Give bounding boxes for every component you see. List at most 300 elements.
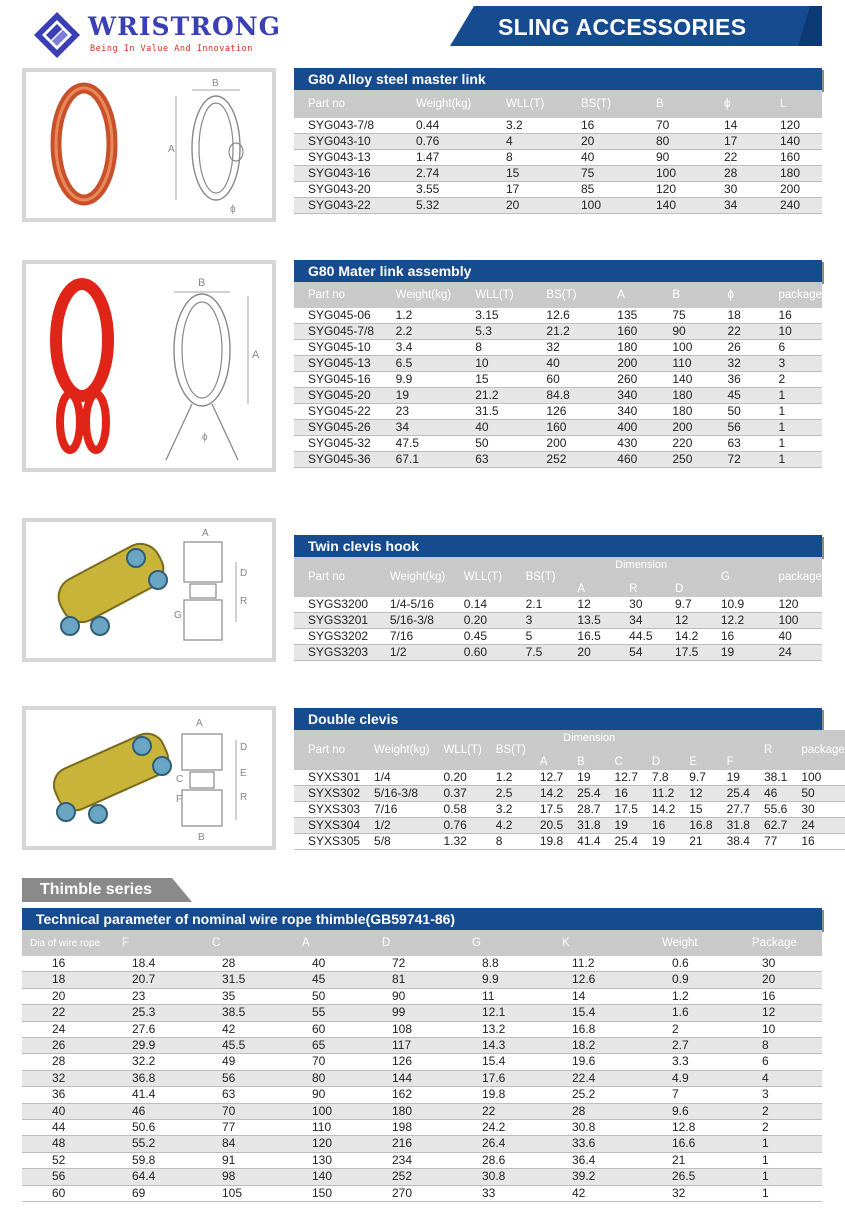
table-cell: SYG045-26 [294, 420, 382, 436]
table-cell: 9.6 [642, 1103, 732, 1119]
table-row [294, 802, 845, 818]
spec-table [22, 930, 822, 1202]
table-cell: 12 [732, 1005, 822, 1021]
table-row [294, 597, 822, 613]
table-cell: 16 [601, 786, 638, 802]
table-cell: 27.7 [713, 802, 750, 818]
table-cell: 18 [713, 308, 764, 324]
table-cell: SYG045-36 [294, 452, 382, 468]
twin-clevis-hook-image [22, 518, 276, 662]
table-cell: 180 [603, 340, 658, 356]
table-cell: 270 [362, 1185, 452, 1201]
table-cell: 2 [642, 1021, 732, 1037]
table-cell: 32 [642, 1185, 732, 1201]
table-cell: 12.6 [532, 308, 603, 324]
table-row [294, 356, 822, 372]
table-cell: SYG043-22 [294, 198, 402, 214]
table-row [22, 988, 822, 1004]
table-cell: SYXS301 [294, 770, 360, 786]
table-cell: 41.4 [563, 834, 600, 850]
table-cell: 99 [362, 1005, 452, 1021]
table-cell: 4.2 [482, 818, 526, 834]
table-cell: 21.2 [532, 324, 603, 340]
table-cell: 24 [787, 818, 844, 834]
table-cell: 70 [192, 1103, 282, 1119]
table-cell: 72 [362, 956, 452, 972]
table-cell: SYG045-16 [294, 372, 382, 388]
table-cell: 12 [675, 786, 712, 802]
table-cell: 4 [492, 134, 567, 150]
table-cell: 77 [192, 1120, 282, 1136]
table-cell: 21 [642, 1152, 732, 1168]
table-cell: 1 [764, 436, 822, 452]
dim-label-a: A [196, 718, 203, 729]
table-row [294, 645, 822, 661]
table-cell: 36 [713, 372, 764, 388]
column-header: Part no [294, 557, 376, 597]
table-cell: 120 [282, 1136, 362, 1152]
table-cell: 0.76 [402, 134, 492, 150]
table-cell: 120 [642, 182, 710, 198]
table-cell: 85 [567, 182, 642, 198]
table-cell: 18.2 [542, 1038, 642, 1054]
column-header-text: B [577, 756, 585, 768]
table-cell: 27.6 [102, 1021, 192, 1037]
table-row [22, 1136, 822, 1152]
table-cell: 2 [732, 1120, 822, 1136]
column-header: WLL(T) [492, 90, 567, 118]
column-header: Weight(kg) [376, 557, 450, 597]
column-header: D [661, 557, 707, 597]
table-cell: 1 [732, 1169, 822, 1185]
table-cell: 1 [764, 452, 822, 468]
table-cell: 50 [713, 404, 764, 420]
table-cell: 64.4 [102, 1169, 192, 1185]
spec-table [294, 282, 822, 468]
column-header: Weight(kg) [402, 90, 492, 118]
column-header: package [764, 282, 822, 308]
table-row [294, 629, 822, 645]
table-cell: 25.4 [713, 786, 750, 802]
table-cell: SYXS305 [294, 834, 360, 850]
table-row [294, 404, 822, 420]
column-header [563, 730, 616, 770]
table-cell: 220 [658, 436, 713, 452]
table-cell: 140 [642, 198, 710, 214]
section-title: G80 Mater link assembly [294, 260, 822, 282]
table-cell: 12.6 [542, 972, 642, 988]
table-cell: 45.5 [192, 1038, 282, 1054]
table-cell: 29.9 [102, 1038, 192, 1054]
table-row [22, 1070, 822, 1086]
table-cell: 15 [675, 802, 712, 818]
section-title: Double clevis [294, 708, 822, 730]
table-cell: 91 [192, 1152, 282, 1168]
column-header: K [542, 930, 642, 956]
table-cell: 19.8 [452, 1087, 542, 1103]
table-cell: 0.20 [429, 770, 481, 786]
table-cell: 55.2 [102, 1136, 192, 1152]
table-cell: 28 [192, 956, 282, 972]
table-cell: 1 [732, 1136, 822, 1152]
table-cell: 11 [452, 988, 542, 1004]
table-cell: 32.2 [102, 1054, 192, 1070]
table-cell: 9.7 [675, 770, 712, 786]
table-row [294, 340, 822, 356]
table-cell: 1 [732, 1152, 822, 1168]
table-cell: 1.2 [482, 770, 526, 786]
table-cell: 28.6 [452, 1152, 542, 1168]
table-cell: SYG043-13 [294, 150, 402, 166]
table-cell: 144 [362, 1070, 452, 1086]
table-cell: 24.2 [452, 1120, 542, 1136]
table-cell: 34 [615, 613, 661, 629]
table-cell: 18 [22, 972, 102, 988]
column-header-text: R [629, 583, 638, 595]
table-cell: 20 [22, 988, 102, 1004]
table-row [294, 388, 822, 404]
table-cell: SYG045-10 [294, 340, 382, 356]
double-clevis-table [294, 708, 845, 850]
table-cell: 20 [563, 645, 615, 661]
table-cell: SYG043-10 [294, 134, 402, 150]
table-row [294, 372, 822, 388]
column-header: F [713, 730, 750, 770]
table-cell: 17.6 [452, 1070, 542, 1086]
table-cell: 1 [764, 404, 822, 420]
table-cell: 48 [22, 1136, 102, 1152]
table-cell: 130 [282, 1152, 362, 1168]
table-cell: 30 [732, 956, 822, 972]
table-cell: 30 [787, 802, 844, 818]
table-cell: 100 [567, 198, 642, 214]
table-cell: 2.2 [382, 324, 462, 340]
table-cell: 4.9 [642, 1070, 732, 1086]
table-cell: 5/8 [360, 834, 429, 850]
table-cell: 460 [603, 452, 658, 468]
table-cell: 1 [764, 388, 822, 404]
table-cell: 180 [658, 388, 713, 404]
table-cell: 1/2 [360, 818, 429, 834]
table-cell: 80 [642, 134, 710, 150]
table-cell: 16 [638, 818, 675, 834]
table-cell: 200 [532, 436, 603, 452]
table-row [294, 324, 822, 340]
table-cell: 14.2 [526, 786, 563, 802]
table-cell: 100 [787, 770, 844, 786]
table-cell: 140 [766, 134, 822, 150]
table-row [22, 1103, 822, 1119]
table-cell: 19 [563, 770, 600, 786]
table-cell: 5.3 [461, 324, 532, 340]
column-header: Weight(kg) [360, 730, 429, 770]
column-header: Weight(kg) [382, 282, 462, 308]
table-cell: 17.5 [601, 802, 638, 818]
dim-label-g: G [174, 610, 182, 621]
table-cell: 90 [642, 150, 710, 166]
table-cell: 19.6 [542, 1054, 642, 1070]
table-cell: 36.4 [542, 1152, 642, 1168]
table-cell: 60 [282, 1021, 362, 1037]
table-cell: 19 [382, 388, 462, 404]
dim-label-d: D [240, 568, 248, 579]
master-link-table [294, 68, 822, 214]
table-cell: 40 [461, 420, 532, 436]
table-cell: 108 [362, 1021, 452, 1037]
dim-label-b: B [198, 277, 206, 289]
dim-label-a: A [168, 144, 175, 155]
table-cell: 14.3 [452, 1038, 542, 1054]
column-header: Part no [294, 282, 382, 308]
column-header: R [750, 730, 787, 770]
column-header: L [766, 90, 822, 118]
table-cell: 41.4 [102, 1087, 192, 1103]
column-header: G [452, 930, 542, 956]
table-row [294, 166, 822, 182]
table-cell: 56 [713, 420, 764, 436]
table-cell: 100 [658, 340, 713, 356]
table-cell: SYXS302 [294, 786, 360, 802]
column-header: Part no [294, 90, 402, 118]
table-row [294, 420, 822, 436]
table-cell: 54 [615, 645, 661, 661]
column-header: BS(T) [532, 282, 603, 308]
table-cell: 32 [532, 340, 603, 356]
banner-title: SLING ACCESSORIES [498, 14, 747, 40]
table-cell: SYXS304 [294, 818, 360, 834]
column-header: WLL(T) [450, 557, 512, 597]
table-cell: 1/4 [360, 770, 429, 786]
table-cell: 16 [787, 834, 844, 850]
table-cell: 1/4-5/16 [376, 597, 450, 613]
table-cell: 8 [461, 340, 532, 356]
table-cell: 24 [764, 645, 822, 661]
table-cell: 110 [658, 356, 713, 372]
table-cell: 0.45 [450, 629, 512, 645]
brand-logo [32, 6, 282, 58]
table-cell: 16 [764, 308, 822, 324]
table-cell: 84.8 [532, 388, 603, 404]
table-cell: 19.8 [526, 834, 563, 850]
table-cell: 63 [713, 436, 764, 452]
table-cell: 14 [710, 118, 766, 134]
table-cell: 19 [713, 770, 750, 786]
table-cell: 22 [22, 1005, 102, 1021]
table-cell: 3 [732, 1087, 822, 1103]
table-cell: 31.8 [713, 818, 750, 834]
table-cell: 19 [707, 645, 765, 661]
table-cell: 200 [766, 182, 822, 198]
table-cell: 38.1 [750, 770, 787, 786]
table-cell: 10 [461, 356, 532, 372]
column-header: Package [732, 930, 822, 956]
table-cell: 36.8 [102, 1070, 192, 1086]
table-cell: 252 [532, 452, 603, 468]
table-cell: 40 [532, 356, 603, 372]
table-cell: 17 [710, 134, 766, 150]
table-cell: 36 [22, 1087, 102, 1103]
table-cell: 30.8 [452, 1169, 542, 1185]
table-row [294, 786, 845, 802]
table-row [22, 1021, 822, 1037]
table-cell: 160 [766, 150, 822, 166]
table-cell: 23 [382, 404, 462, 420]
table-cell: 40 [567, 150, 642, 166]
table-cell: 1/2 [376, 645, 450, 661]
table-cell: 12.7 [601, 770, 638, 786]
table-cell: 16.6 [642, 1136, 732, 1152]
table-cell: 1 [732, 1185, 822, 1201]
table-cell: 140 [282, 1169, 362, 1185]
table-cell: 16.5 [563, 629, 615, 645]
table-cell: 340 [603, 404, 658, 420]
table-cell: 15.4 [542, 1005, 642, 1021]
table-cell: 135 [603, 308, 658, 324]
table-row [294, 150, 822, 166]
table-cell: 5.32 [402, 198, 492, 214]
table-row [22, 972, 822, 988]
table-cell: 21.2 [461, 388, 532, 404]
table-cell: 20 [732, 972, 822, 988]
table-cell: 7.5 [512, 645, 564, 661]
table-cell: 59.8 [102, 1152, 192, 1168]
table-cell: 430 [603, 436, 658, 452]
thimble-series-label: Thimble series [40, 881, 153, 898]
table-cell: 140 [658, 372, 713, 388]
table-cell: 75 [658, 308, 713, 324]
table-cell: 160 [532, 420, 603, 436]
table-cell: 23 [102, 988, 192, 1004]
table-cell: 38.4 [713, 834, 750, 850]
table-cell: 12.2 [707, 613, 765, 629]
table-cell: 7/16 [376, 629, 450, 645]
table-cell: 18.4 [102, 956, 192, 972]
table-cell: 12.1 [452, 1005, 542, 1021]
table-cell: 70 [282, 1054, 362, 1070]
table-cell: 20 [567, 134, 642, 150]
table-cell: 2.5 [482, 786, 526, 802]
table-cell: 56 [192, 1070, 282, 1086]
table-cell: 20.7 [102, 972, 192, 988]
double-clevis-image [22, 706, 276, 850]
table-cell: 25.4 [601, 834, 638, 850]
table-cell: 25.2 [542, 1087, 642, 1103]
dim-label-phi: ϕ [202, 432, 208, 443]
master-link-assembly-image [22, 260, 276, 472]
master-link-assembly-table [294, 260, 822, 468]
table-cell: 10 [764, 324, 822, 340]
table-row [294, 134, 822, 150]
table-cell: 3.2 [492, 118, 567, 134]
table-cell: 0.58 [429, 802, 481, 818]
table-cell: 25.3 [102, 1005, 192, 1021]
table-cell: 16.8 [675, 818, 712, 834]
table-cell: 16 [732, 988, 822, 1004]
column-group-label: Dimension [563, 732, 616, 744]
table-cell: 252 [362, 1169, 452, 1185]
table-cell: 100 [764, 613, 822, 629]
table-row [22, 1038, 822, 1054]
table-cell: 16 [707, 629, 765, 645]
table-cell: 12 [661, 613, 707, 629]
table-cell: 9.7 [661, 597, 707, 613]
spec-table [294, 557, 822, 661]
table-cell: SYG045-7/8 [294, 324, 382, 340]
table-cell: 19 [638, 834, 675, 850]
table-cell: 2 [732, 1103, 822, 1119]
column-header: Dia of wire rope [22, 930, 102, 956]
table-cell: 34 [710, 198, 766, 214]
table-cell: 120 [766, 118, 822, 134]
table-cell: 45 [713, 388, 764, 404]
page-banner [450, 6, 822, 46]
spec-table [294, 730, 845, 850]
table-row [294, 198, 822, 214]
table-cell: 84 [192, 1136, 282, 1152]
column-header: D [638, 730, 675, 770]
table-cell: 25.4 [563, 786, 600, 802]
table-cell: 3.15 [461, 308, 532, 324]
table-cell: 120 [764, 597, 822, 613]
table-cell: 1 [764, 420, 822, 436]
brand-name: WRISTRONG [88, 12, 281, 41]
table-cell: 100 [642, 166, 710, 182]
table-row [294, 182, 822, 198]
dim-label-e: E [240, 768, 247, 779]
table-cell: 50 [282, 988, 362, 1004]
table-cell: 40 [764, 629, 822, 645]
table-cell: 160 [603, 324, 658, 340]
dim-label-a: A [202, 528, 209, 539]
table-cell: 22.4 [542, 1070, 642, 1086]
table-cell: 63 [192, 1087, 282, 1103]
table-cell: 55.6 [750, 802, 787, 818]
thimble-table-title: Technical parameter of nominal wire rope thimble(GB59741-86) [22, 908, 822, 930]
table-cell: 33.6 [542, 1136, 642, 1152]
spec-table [294, 90, 822, 214]
table-cell: 45 [282, 972, 362, 988]
column-header: package [764, 557, 822, 597]
table-cell: 17.5 [661, 645, 707, 661]
table-cell: 81 [362, 972, 452, 988]
column-header: B [642, 90, 710, 118]
table-cell: 10 [732, 1021, 822, 1037]
table-cell: 11.2 [542, 956, 642, 972]
table-cell: 16 [22, 956, 102, 972]
table-cell: 28 [542, 1103, 642, 1119]
table-cell: 33 [452, 1185, 542, 1201]
table-cell: SYXS303 [294, 802, 360, 818]
table-cell: 63 [461, 452, 532, 468]
table-cell: 1.2 [642, 988, 732, 1004]
table-row [22, 1054, 822, 1070]
table-cell: 75 [567, 166, 642, 182]
table-cell: 14 [542, 988, 642, 1004]
table-cell: 12.7 [526, 770, 563, 786]
table-cell: 40 [22, 1103, 102, 1119]
table-cell: 7/16 [360, 802, 429, 818]
table-cell: 49 [192, 1054, 282, 1070]
table-cell: SYG043-7/8 [294, 118, 402, 134]
table-cell: 28 [710, 166, 766, 182]
table-cell: 39.2 [542, 1169, 642, 1185]
table-cell: 6 [732, 1054, 822, 1070]
table-cell: 216 [362, 1136, 452, 1152]
table-row [22, 1120, 822, 1136]
table-row [294, 118, 822, 134]
table-cell: 20 [492, 198, 567, 214]
table-row [22, 1087, 822, 1103]
